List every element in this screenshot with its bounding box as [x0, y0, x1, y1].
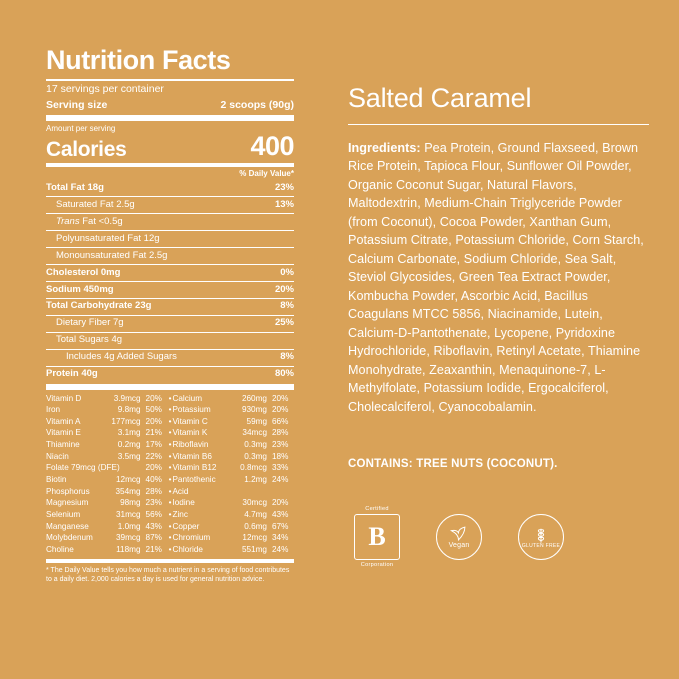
badge-gluten-free — [512, 506, 570, 568]
badge-bcorp — [348, 506, 406, 568]
nutrient-label: Sodium 450mg — [46, 283, 114, 295]
micronutrient-amount: 0.3mg — [244, 440, 267, 450]
nutrient-label: Monounsaturated Fat 2.5g — [56, 249, 168, 261]
calories-row — [46, 133, 294, 163]
micronutrient-name: Iron — [46, 405, 61, 415]
nutrient-row — [46, 180, 294, 196]
micronutrient-dv: 22% — [145, 451, 162, 461]
micronutrient-dv: 20% — [145, 416, 162, 426]
micronutrient-dv: 21% — [145, 544, 162, 554]
micronutrient-dv: 40% — [145, 475, 162, 485]
micronutrient-name: Niacin — [46, 451, 69, 461]
micronutrient-amount: 0.2mg — [117, 440, 141, 450]
bcorp-letter: B — [368, 522, 386, 552]
gluten-free-label: GLUTEN FREE — [521, 542, 561, 549]
nutrient-row — [46, 247, 294, 264]
micronutrient-name: Calcium — [172, 393, 203, 403]
micronutrient-cell — [172, 532, 294, 544]
micronutrient-name: Zinc — [172, 509, 188, 519]
micronutrient-amount: 98mg — [120, 498, 141, 508]
micronutrient-amount: 31mcg — [115, 509, 141, 519]
nutrition-facts-panel — [46, 46, 294, 659]
micronutrient-dv: 67% — [272, 521, 289, 531]
micronutrient-cell — [46, 462, 168, 474]
micronutrient-separator: • — [168, 533, 172, 543]
nutrition-facts-title: Nutrition Facts — [46, 45, 231, 75]
micronutrient-name: Vitamin D — [46, 393, 82, 403]
micronutrient-amount: 1.2mg — [244, 475, 267, 485]
flavor-divider — [348, 124, 649, 125]
nutrient-row — [46, 298, 294, 315]
micronutrient-amount: 3.1mg — [117, 428, 141, 438]
nutrient-lines — [46, 180, 294, 382]
micronutrient-row — [46, 462, 294, 474]
micronutrient-separator: • — [168, 509, 172, 519]
micronutrient-amount: 4.7mg — [244, 509, 267, 519]
micronutrient-dv: 28% — [272, 428, 289, 438]
micronutrient-dv: 23% — [272, 440, 289, 450]
micronutrient-amount: 551mg — [241, 544, 267, 554]
serving-size-row — [46, 99, 294, 111]
micronutrient-amount: 177mcg — [111, 416, 141, 426]
micronutrient-cell — [172, 509, 294, 521]
micronutrient-row — [46, 497, 294, 509]
nutrient-label: Polyunsaturated Fat 12g — [56, 232, 160, 244]
micronutrient-cell — [46, 404, 168, 416]
micronutrient-table — [46, 390, 294, 556]
daily-value-header: % Daily Value* — [239, 169, 294, 179]
gf-spacer-2 — [540, 562, 542, 568]
micronutrient-cell — [172, 474, 294, 486]
micronutrient-dv: 23% — [145, 498, 162, 508]
micronutrient-amount: 9.8mg — [117, 405, 141, 415]
micronutrient-dv: 87% — [145, 533, 162, 543]
micronutrient-name: Potassium — [172, 405, 211, 415]
micronutrient-dv: 43% — [272, 509, 289, 519]
ingredients-label: Ingredients: — [348, 140, 421, 155]
micronutrient-amount: 12mcg — [242, 533, 267, 543]
micronutrient-dv: 24% — [272, 544, 289, 554]
micronutrient-row — [46, 404, 294, 416]
micronutrient-cell — [172, 416, 294, 428]
micronutrient-dv: 20% — [272, 405, 289, 415]
nutrient-row — [46, 349, 294, 366]
micronutrient-amount: 354mg — [115, 486, 141, 496]
micronutrient-row — [46, 532, 294, 544]
nutrient-row — [46, 264, 294, 281]
micronutrient-name: Vitamin B6 — [172, 451, 212, 461]
micronutrient-separator: • — [168, 451, 172, 461]
nutrient-label: Cholesterol 0mg — [46, 266, 121, 278]
nutrient-row — [46, 332, 294, 349]
micronutrient-cell — [46, 497, 168, 509]
nutrient-row — [46, 230, 294, 247]
micronutrient-amount: 0.3mg — [244, 451, 267, 461]
nutrient-label: Saturated Fat 2.5g — [56, 198, 135, 210]
micronutrient-name: Chromium — [172, 533, 211, 543]
micronutrient-separator: • — [168, 475, 172, 485]
micronutrient-separator: • — [168, 405, 172, 415]
micronutrient-separator: • — [168, 393, 172, 403]
micronutrient-separator: • — [168, 498, 172, 508]
micronutrient-separator: • — [168, 544, 172, 554]
nutrient-daily-value: 25% — [274, 317, 294, 329]
vegan-icon — [436, 514, 482, 560]
micronutrient-dv: 43% — [145, 521, 162, 531]
micronutrient-cell — [46, 393, 168, 405]
micronutrient-cell — [172, 439, 294, 451]
nutrient-label: Protein 40g — [46, 368, 98, 380]
micronutrient-amount: 260mg — [241, 393, 267, 403]
ingredients-text: Pea Protein, Ground Flaxseed, Brown Rice Protein, Tapioca Flour, Sunflower Oil Powder, Organic Coconut Sugar, Natural Flavors, Maltodextrin, Medium-Chain Triglyceride Powder (from Coconut), Cocoa Powder, Xanthan Gum, Potassium Citrate, Potassium Chloride, Corn Starch, Calcium Carbonate, Sodium Chloride, Sea Salt, Steviol Glycosides, Green Tea Extract Powder, Kombucha Powder, Ascorbic Acid, Bacillus Coagulans MTCC 5856, Niacinamide, Lutein, Calcium-D-Pantothenate, Lycopene, Pyridoxine Hydrochloride, Riboflavin, Retinyl Acetate, Thiamine Monohydrate, Zeaxanthin, Menaquinone-7, L-Methylfolate, Potassium Iodide, Ergocalciferol, Cholecalciferol, Cyanocobalamin. — [348, 140, 644, 414]
micronutrient-dv: 50% — [145, 405, 162, 415]
micronutrient-cell — [172, 521, 294, 533]
micronutrient-cell — [46, 544, 168, 556]
micronutrient-name: Vitamin C — [172, 416, 208, 426]
micronutrient-name: Vitamin K — [172, 428, 208, 438]
nutrient-daily-value: 80% — [274, 368, 294, 380]
micronutrient-name: Copper — [172, 521, 200, 531]
micronutrient-cell — [46, 416, 168, 428]
micronutrient-amount: 0.6mg — [244, 521, 267, 531]
micronutrient-name: Pantothenic — [172, 475, 216, 485]
micronutrient-dv: 20% — [272, 393, 289, 403]
micronutrient-cell — [172, 462, 294, 474]
info-panel — [294, 46, 649, 659]
micronutrient-name: Vitamin A — [46, 416, 81, 426]
micronutrient-name: Phosphorus — [46, 486, 90, 496]
nutrient-daily-value: 13% — [274, 198, 294, 210]
micronutrient-row — [46, 474, 294, 486]
micronutrient-dv: 34% — [272, 533, 289, 543]
nutrient-label: Dietary Fiber 7g — [56, 317, 124, 329]
nutrient-daily-value: 8% — [280, 351, 294, 363]
nutrient-label: Total Carbohydrate 23g — [46, 300, 152, 312]
micronutrient-row — [46, 451, 294, 463]
micronutrient-name: Folate 79mcg (DFE) — [46, 463, 120, 473]
micronutrient-dv: 18% — [272, 451, 289, 461]
micronutrient-row — [46, 427, 294, 439]
micronutrient-separator: • — [168, 440, 172, 450]
micronutrient-dv — [272, 486, 294, 498]
micronutrient-amount: 12mcg — [115, 475, 141, 485]
micronutrient-amount: 1.0mg — [117, 521, 141, 531]
micronutrient-name: Iodine — [172, 498, 195, 508]
micronutrient-dv: 28% — [145, 486, 162, 496]
micronutrient-separator: • — [168, 486, 172, 496]
amount-per-serving-label: Amount per serving — [46, 124, 116, 134]
nutrient-daily-value: 8% — [280, 300, 294, 312]
micronutrient-cell — [46, 427, 168, 439]
micronutrient-row — [46, 521, 294, 533]
micronutrient-cell — [46, 521, 168, 533]
micronutrient-dv: 24% — [272, 475, 289, 485]
daily-value-footnote: * The Daily Value tells you how much a nutrient in a serving of food contributes to a daily diet. 2,000 calories a day is used for general nutrition advice. — [46, 559, 294, 584]
micronutrient-cell — [172, 486, 294, 498]
micronutrient-amount: 59mg — [246, 416, 267, 426]
serving-size-value: 2 scoops (90g) — [220, 99, 294, 112]
micronutrient-dv: 20% — [145, 393, 162, 403]
bcorp-bottom-label: Corporation — [360, 562, 394, 569]
micronutrient-row — [46, 486, 294, 498]
nutrient-label: Total Fat 18g — [46, 181, 104, 193]
calories-label: Calories — [46, 138, 127, 162]
micronutrient-separator: • — [168, 521, 172, 531]
micronutrient-dv: 33% — [272, 463, 289, 473]
micronutrient-name: Acid — [172, 486, 189, 496]
vegan-label: Vegan — [448, 541, 470, 549]
wheat-icon — [533, 526, 549, 543]
calories-value: 400 — [250, 131, 294, 162]
micronutrient-separator: • — [168, 416, 172, 426]
micronutrient-cell — [172, 393, 294, 405]
nutrient-row — [46, 196, 294, 213]
allergen-statement: CONTAINS: TREE NUTS (COCONUT). — [348, 458, 558, 471]
micronutrient-dv: 56% — [145, 509, 162, 519]
gluten-free-icon — [518, 514, 564, 560]
micronutrient-amount: 3.5mg — [117, 451, 141, 461]
micronutrient-cell — [46, 486, 168, 498]
micronutrient-amount: 930mg — [241, 405, 267, 415]
micronutrient-cell — [46, 451, 168, 463]
vegan-spacer-2 — [458, 562, 460, 568]
nutrient-label: Trans Fat <0.5g — [56, 215, 123, 227]
micronutrient-name: Vitamin B12 — [172, 463, 217, 473]
servings-per-container: 17 servings per container — [46, 83, 164, 96]
micronutrient-separator: • — [168, 428, 172, 438]
badge-vegan — [430, 506, 488, 568]
micronutrient-dv: 66% — [272, 416, 289, 426]
nutrient-row — [46, 315, 294, 332]
flavor-name: Salted Caramel — [348, 83, 532, 113]
micronutrient-name: Magnesium — [46, 498, 89, 508]
micronutrient-amount: 118mg — [116, 544, 141, 554]
micronutrient-cell — [172, 497, 294, 509]
micronutrient-amount: 3.9mcg — [113, 393, 141, 403]
micronutrient-row — [46, 416, 294, 428]
micronutrient-dv: 20% — [145, 463, 162, 473]
micronutrient-dv: 20% — [272, 498, 289, 508]
micronutrient-row — [46, 544, 294, 556]
gf-spacer — [540, 506, 542, 512]
micronutrient-dv: 17% — [145, 440, 162, 450]
micronutrient-cell — [46, 474, 168, 486]
micronutrient-name: Molybdenum — [46, 533, 93, 543]
bcorp-icon — [354, 514, 400, 560]
nutrient-label: Total Sugars 4g — [56, 334, 123, 346]
micronutrient-name: Chloride — [172, 544, 203, 554]
micronutrient-cell — [172, 451, 294, 463]
vegan-spacer — [458, 506, 460, 512]
micronutrient-name: Thiamine — [46, 440, 80, 450]
micronutrient-name: Selenium — [46, 509, 81, 519]
micronutrient-name: Riboflavin — [172, 440, 209, 450]
nutrient-daily-value: 0% — [280, 266, 294, 278]
nutrient-label: Includes 4g Added Sugars — [66, 351, 177, 363]
micronutrient-cell — [46, 509, 168, 521]
micronutrient-amount: 39mcg — [115, 533, 141, 543]
micronutrient-cell — [46, 532, 168, 544]
micronutrient-dv: 21% — [145, 428, 162, 438]
micronutrient-row — [46, 393, 294, 405]
ingredients-block — [348, 139, 649, 417]
micronutrient-row — [46, 439, 294, 451]
micronutrient-cell — [46, 439, 168, 451]
nutrient-row — [46, 281, 294, 298]
micronutrient-cell — [172, 427, 294, 439]
certification-badges — [348, 506, 649, 568]
bcorp-top-label: Certified — [365, 506, 389, 513]
leaf-icon — [450, 526, 467, 541]
micronutrient-name: Choline — [46, 544, 74, 554]
micronutrient-row — [46, 509, 294, 521]
micronutrient-name: Vitamin E — [46, 428, 81, 438]
nutrient-row — [46, 213, 294, 230]
micronutrient-cell — [172, 544, 294, 556]
nutrient-row — [46, 366, 294, 383]
nutrient-daily-value: 23% — [274, 181, 294, 193]
micronutrient-name: Biotin — [46, 475, 67, 485]
micronutrient-name: Manganese — [46, 521, 89, 531]
micronutrient-amount: 0.8mcg — [240, 463, 267, 473]
micronutrient-amount: 34mcg — [242, 428, 267, 438]
serving-size-label: Serving size — [46, 99, 108, 112]
micronutrient-amount: 30mcg — [242, 498, 267, 508]
micronutrient-cell — [172, 404, 294, 416]
nutrient-daily-value: 20% — [274, 283, 294, 295]
micronutrient-separator: • — [168, 463, 172, 473]
